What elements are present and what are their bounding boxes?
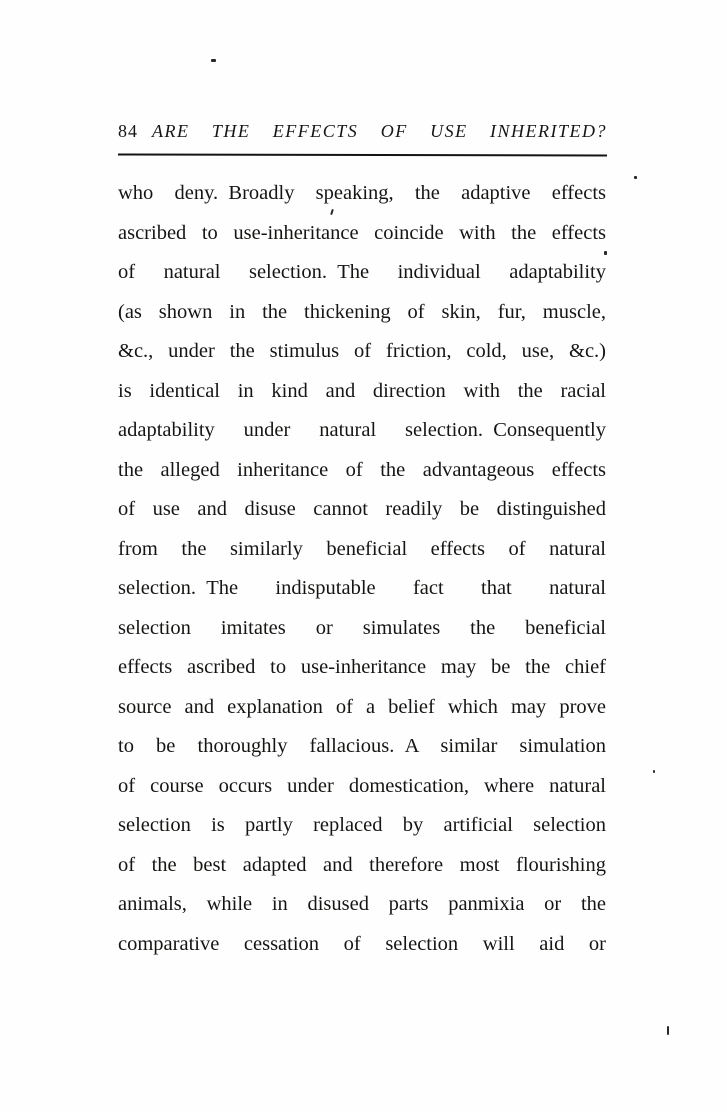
text-line: ascribed to use-inheritance coincide with the effects <box>118 221 606 244</box>
text-line: the alleged inheritance of the advantageous effects <box>118 458 606 481</box>
text-line: selection is partly replaced by artificial selection <box>118 814 606 836</box>
text-line: to be thoroughly fallacious. A similar simulation <box>118 735 606 757</box>
text-line: of course occurs under domestication, where natural <box>118 774 606 797</box>
scan-speck <box>653 770 655 773</box>
text-line: selection imitates or simulates the beneficial <box>118 616 606 639</box>
text-line: of the best adapted and therefore most flourishing <box>118 853 606 876</box>
scan-speck <box>634 176 637 179</box>
text-line: animals, while in disused parts panmixia or the <box>118 893 606 915</box>
text-line: who deny. Broadly speaking, the adaptive effects <box>118 182 606 204</box>
text-line: (as shown in the thickening of skin, fur, muscle, <box>118 300 606 323</box>
running-header <box>118 121 607 142</box>
scan-speck <box>211 59 216 62</box>
scan-speck <box>667 1026 669 1035</box>
text-line: source and explanation of a belief which may prove <box>118 695 606 718</box>
text-line: &c., under the stimulus of friction, cold, use, &c.) <box>118 340 606 362</box>
text-line: of use and disuse cannot readily be distinguished <box>118 498 606 520</box>
header-rule <box>118 153 607 156</box>
text-line: is identical in kind and direction with the racial <box>118 379 606 402</box>
page-number: 84 <box>118 121 138 141</box>
body-text <box>118 174 606 964</box>
text-line: from the similarly beneficial effects of natural <box>118 537 606 560</box>
running-title: ARE THE EFFECTS OF USE INHERITED? <box>152 121 607 141</box>
text-line: effects ascribed to use-inheritance may be the chief <box>118 656 606 678</box>
text-line: adaptability under natural selection. Consequently <box>118 419 606 441</box>
text-line: comparative cessation of selection will aid or <box>118 932 606 955</box>
text-line: selection. The indisputable fact that natural <box>118 577 606 599</box>
scan-speck <box>604 251 607 255</box>
text-line: of natural selection. The individual adaptability <box>118 261 606 283</box>
